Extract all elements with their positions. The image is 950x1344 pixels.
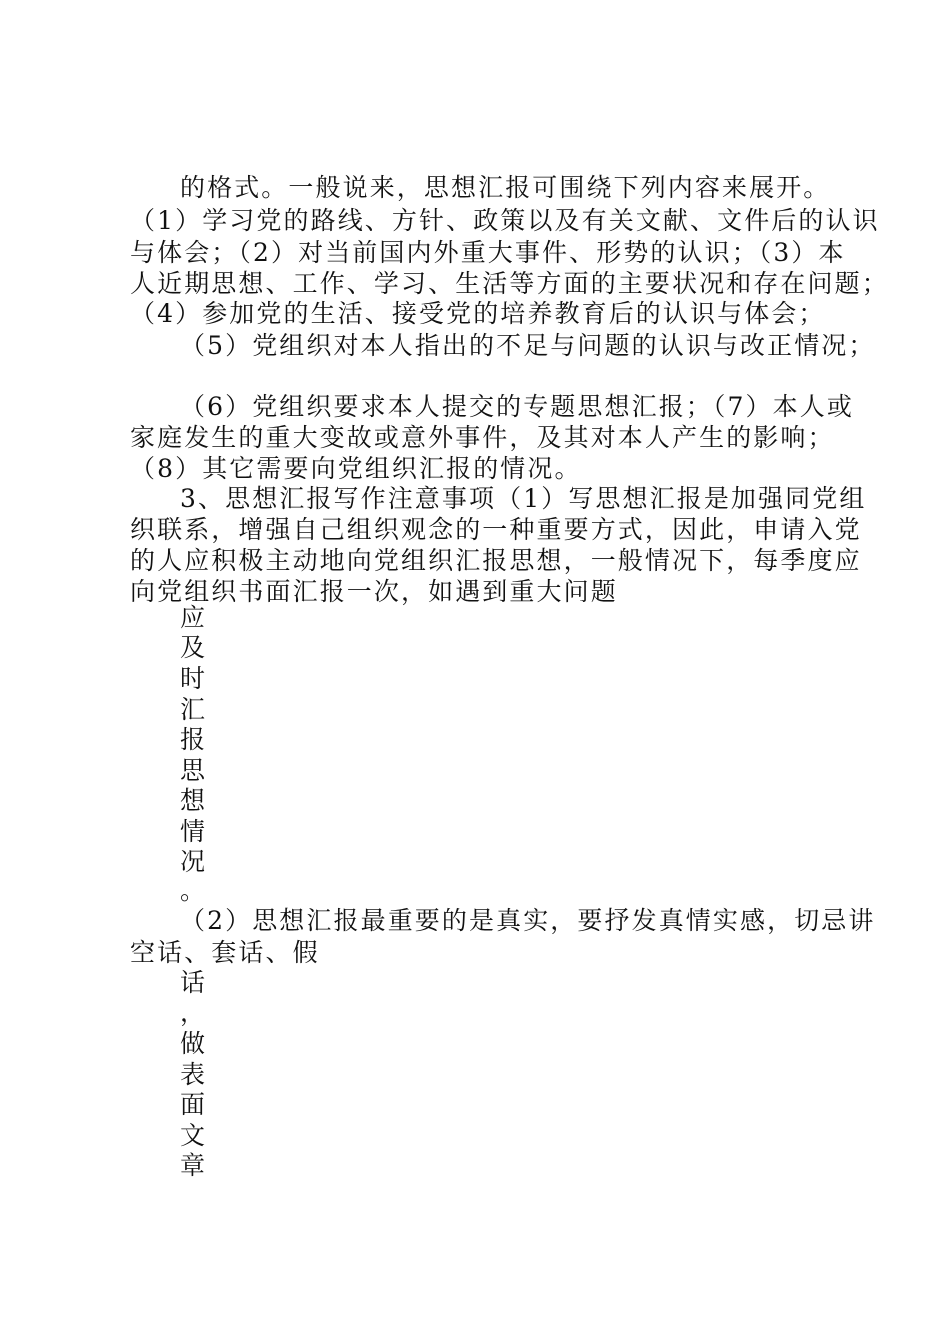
vertical-char: 报: [180, 725, 206, 754]
paragraph-line: 的人应积极主动地向党组织汇报思想，一般情况下，每季度应: [130, 546, 862, 575]
vertical-char: 汇: [180, 695, 206, 724]
vertical-char: 。: [180, 876, 206, 905]
vertical-char: 话: [180, 968, 206, 997]
paragraph-line: 的格式。一般说来，思想汇报可围绕下列内容来展开。: [180, 173, 831, 202]
paragraph-line: （4）参加党的生活、接受党的培养教育后的认识与体会；: [130, 299, 826, 328]
paragraph-line: 3、思想汇报写作注意事项（1）写思想汇报是加强同党组: [180, 484, 867, 513]
vertical-char: 时: [180, 664, 206, 693]
paragraph-line: 空话、套话、假: [130, 938, 320, 967]
paragraph-line: 人近期思想、工作、学习、生活等方面的主要状况和存在问题；: [130, 269, 889, 298]
vertical-char: 做: [180, 1029, 206, 1058]
vertical-char: 面: [180, 1090, 206, 1119]
paragraph-line: （8）其它需要向党组织汇报的情况。: [130, 454, 582, 483]
vertical-char: 文: [180, 1121, 206, 1150]
vertical-char: 情: [180, 817, 206, 846]
vertical-char: 及: [180, 633, 206, 662]
paragraph-line: 与体会；（2）对当前国内外重大事件、形势的认识；（3）本: [130, 238, 846, 267]
vertical-char: 章: [180, 1151, 206, 1180]
paragraph-line: （1）学习党的路线、方针、政策以及有关文献、文件后的认识: [130, 206, 880, 235]
paragraph-line: （5）党组织对本人指出的不足与问题的认识与改正情况；: [180, 331, 876, 360]
vertical-char: 表: [180, 1060, 206, 1089]
vertical-char: 想: [180, 786, 206, 815]
vertical-char: 思: [180, 756, 206, 785]
paragraph-line: 向党组织书面汇报一次，如遇到重大问题: [130, 577, 618, 606]
vertical-char: 况: [180, 847, 206, 876]
vertical-char: ，: [180, 998, 206, 1027]
paragraph-line: （6）党组织要求本人提交的专题思想汇报；（7）本人或: [180, 392, 854, 421]
paragraph-line: （2）思想汇报最重要的是真实，要抒发真情实感，切忌讲: [180, 906, 876, 935]
paragraph-line: 家庭发生的重大变故或意外事件，及其对本人产生的影响；: [130, 423, 835, 452]
vertical-char: 应: [180, 603, 206, 632]
paragraph-line: 织联系，增强自己组织观念的一种重要方式，因此，申请入党: [130, 515, 862, 544]
